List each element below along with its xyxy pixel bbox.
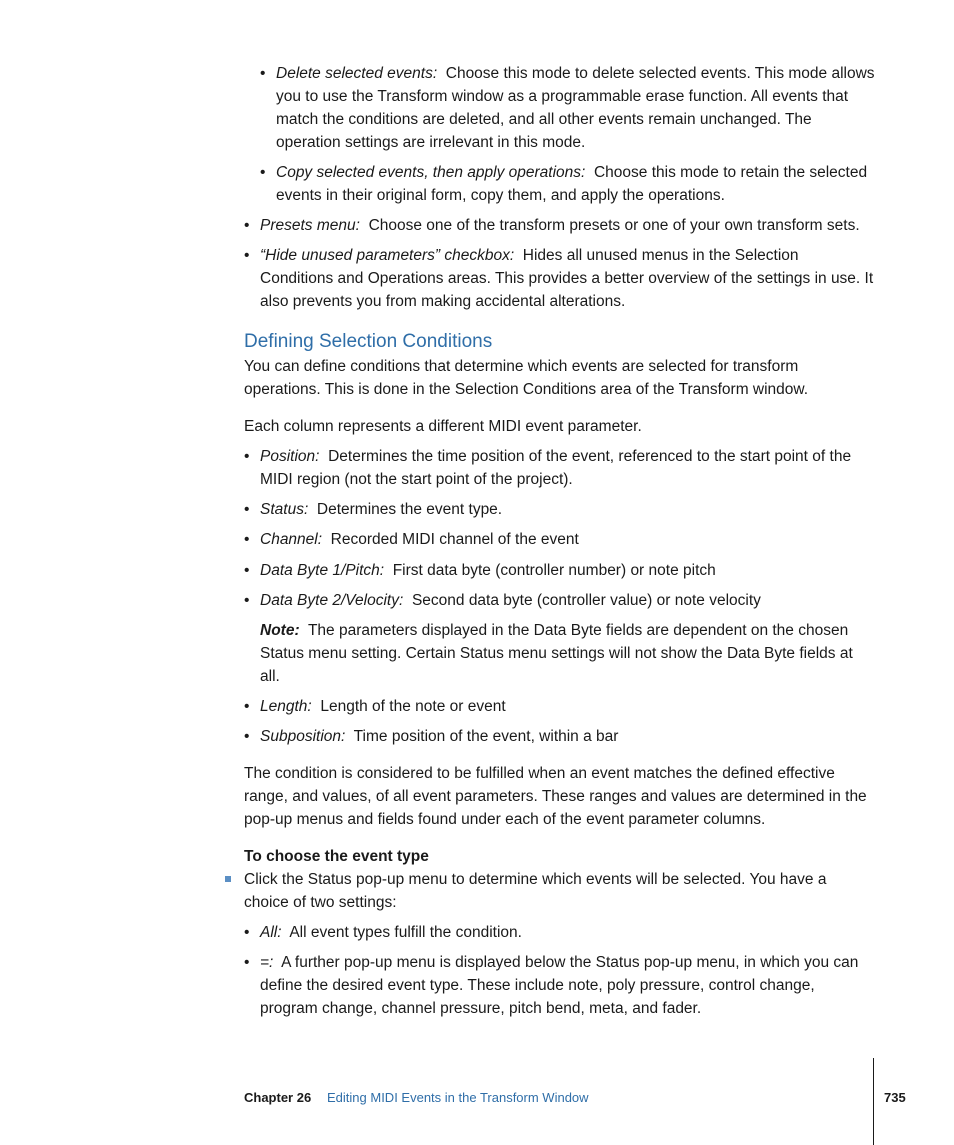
bullet-dot: •	[260, 164, 266, 181]
bullet-dot: •	[260, 65, 266, 82]
footer-chapter-title: Editing MIDI Events in the Transform Window	[327, 1090, 589, 1105]
intro-paragraph: You can define conditions that determine which events are selected for transform operations. This is done in the Selection Conditions area of the Transform window.	[244, 358, 809, 398]
definition: Choose one of the transform presets or one of your own transform sets.	[368, 217, 860, 234]
list-item	[244, 559, 870, 582]
list-item	[244, 244, 876, 313]
term: Data Byte 1/Pitch:	[260, 562, 385, 579]
footer-chapter: Chapter 26	[244, 1090, 312, 1105]
term: Copy selected events, then apply operations:	[276, 164, 586, 181]
term: Subposition:	[260, 728, 346, 745]
list-item	[244, 498, 870, 521]
list-item	[244, 725, 870, 748]
list-item	[260, 161, 876, 207]
list-item	[244, 695, 870, 718]
note-text: The parameters displayed in the Data Byte fields are dependent on the chosen Status menu setting. Certain Status menu settings will not show the Data Byte fields at all.	[260, 622, 853, 685]
square-bullet-icon	[225, 876, 231, 882]
list-item	[244, 589, 870, 612]
term: Presets menu:	[260, 217, 360, 234]
bullet-dot: •	[244, 954, 250, 971]
definition: Determines the event type.	[316, 501, 503, 518]
definition: Determines the time position of the event, referenced to the start point of the MIDI region (not the start point of the project).	[260, 448, 852, 488]
bullet-dot: •	[244, 501, 250, 518]
columns-paragraph: Each column represents a different MIDI event parameter.	[244, 418, 642, 435]
definition: Choose this mode to retain the selected events in their original form, copy them, and apply the operations.	[276, 164, 868, 204]
definition: First data byte (controller number) or note pitch	[392, 562, 716, 579]
bullet-dot: •	[244, 448, 250, 465]
term: “Hide unused parameters” checkbox:	[260, 247, 515, 264]
list-item	[244, 214, 876, 237]
definition: A further pop-up menu is displayed below the Status pop-up menu, in which you can define the desired event type. These include note, poly pressure, control change, program change, channel pressure, pitch bend, meta, and fader.	[260, 954, 859, 1017]
step	[244, 868, 864, 914]
note-label: Note:	[260, 622, 300, 639]
bullet-dot: •	[244, 592, 250, 609]
definition: Time position of the event, within a bar	[353, 728, 619, 745]
definition: Choose this mode to delete selected events. This mode allows you to use the Transform window as a programmable erase function. All events that match the conditions are deleted, and all other events remain unchanged. The operation settings are irrelevant in this mode.	[276, 65, 875, 151]
definition: Second data byte (controller value) or note velocity	[411, 592, 761, 609]
list-item	[244, 528, 870, 551]
page-number: 735	[884, 1090, 906, 1105]
term: =:	[260, 954, 274, 971]
condition-paragraph: The condition is considered to be fulfilled when an event matches the defined effective range, and values, of all event parameters. These ranges and values are determined in the pop-up menus and fields found under each of the event parameter columns.	[244, 765, 867, 828]
bullet-dot: •	[244, 531, 250, 548]
note	[260, 619, 872, 688]
term: All:	[260, 924, 282, 941]
bullet-dot: •	[244, 562, 250, 579]
task-title: To choose the event type	[244, 848, 429, 865]
definition: Recorded MIDI channel of the event	[330, 531, 579, 548]
footer-divider	[873, 1058, 874, 1145]
term: Length:	[260, 698, 312, 715]
bullet-dot: •	[244, 698, 250, 715]
term: Status:	[260, 501, 309, 518]
bullet-dot: •	[244, 247, 250, 264]
term: Channel:	[260, 531, 323, 548]
definition: Length of the note or event	[320, 698, 506, 715]
definition: Hides all unused menus in the Selection Conditions and Operations areas. This provides a better overview of the settings in use. It also prevents you from making accidental alterations.	[260, 247, 874, 310]
list-item	[244, 951, 872, 1020]
term: Data Byte 2/Velocity:	[260, 592, 404, 609]
term: Delete selected events:	[276, 65, 438, 82]
bullet-dot: •	[244, 217, 250, 234]
list-item	[244, 921, 872, 944]
step-text: Click the Status pop-up menu to determine which events will be selected. You have a choice of two settings:	[244, 871, 827, 911]
bullet-dot: •	[244, 728, 250, 745]
term: Position:	[260, 448, 320, 465]
bullet-dot: •	[244, 924, 250, 941]
list-item	[244, 445, 870, 491]
definition: All event types fulfill the condition.	[289, 924, 522, 941]
list-item	[260, 62, 876, 154]
section-heading: Defining Selection Conditions	[244, 331, 493, 352]
